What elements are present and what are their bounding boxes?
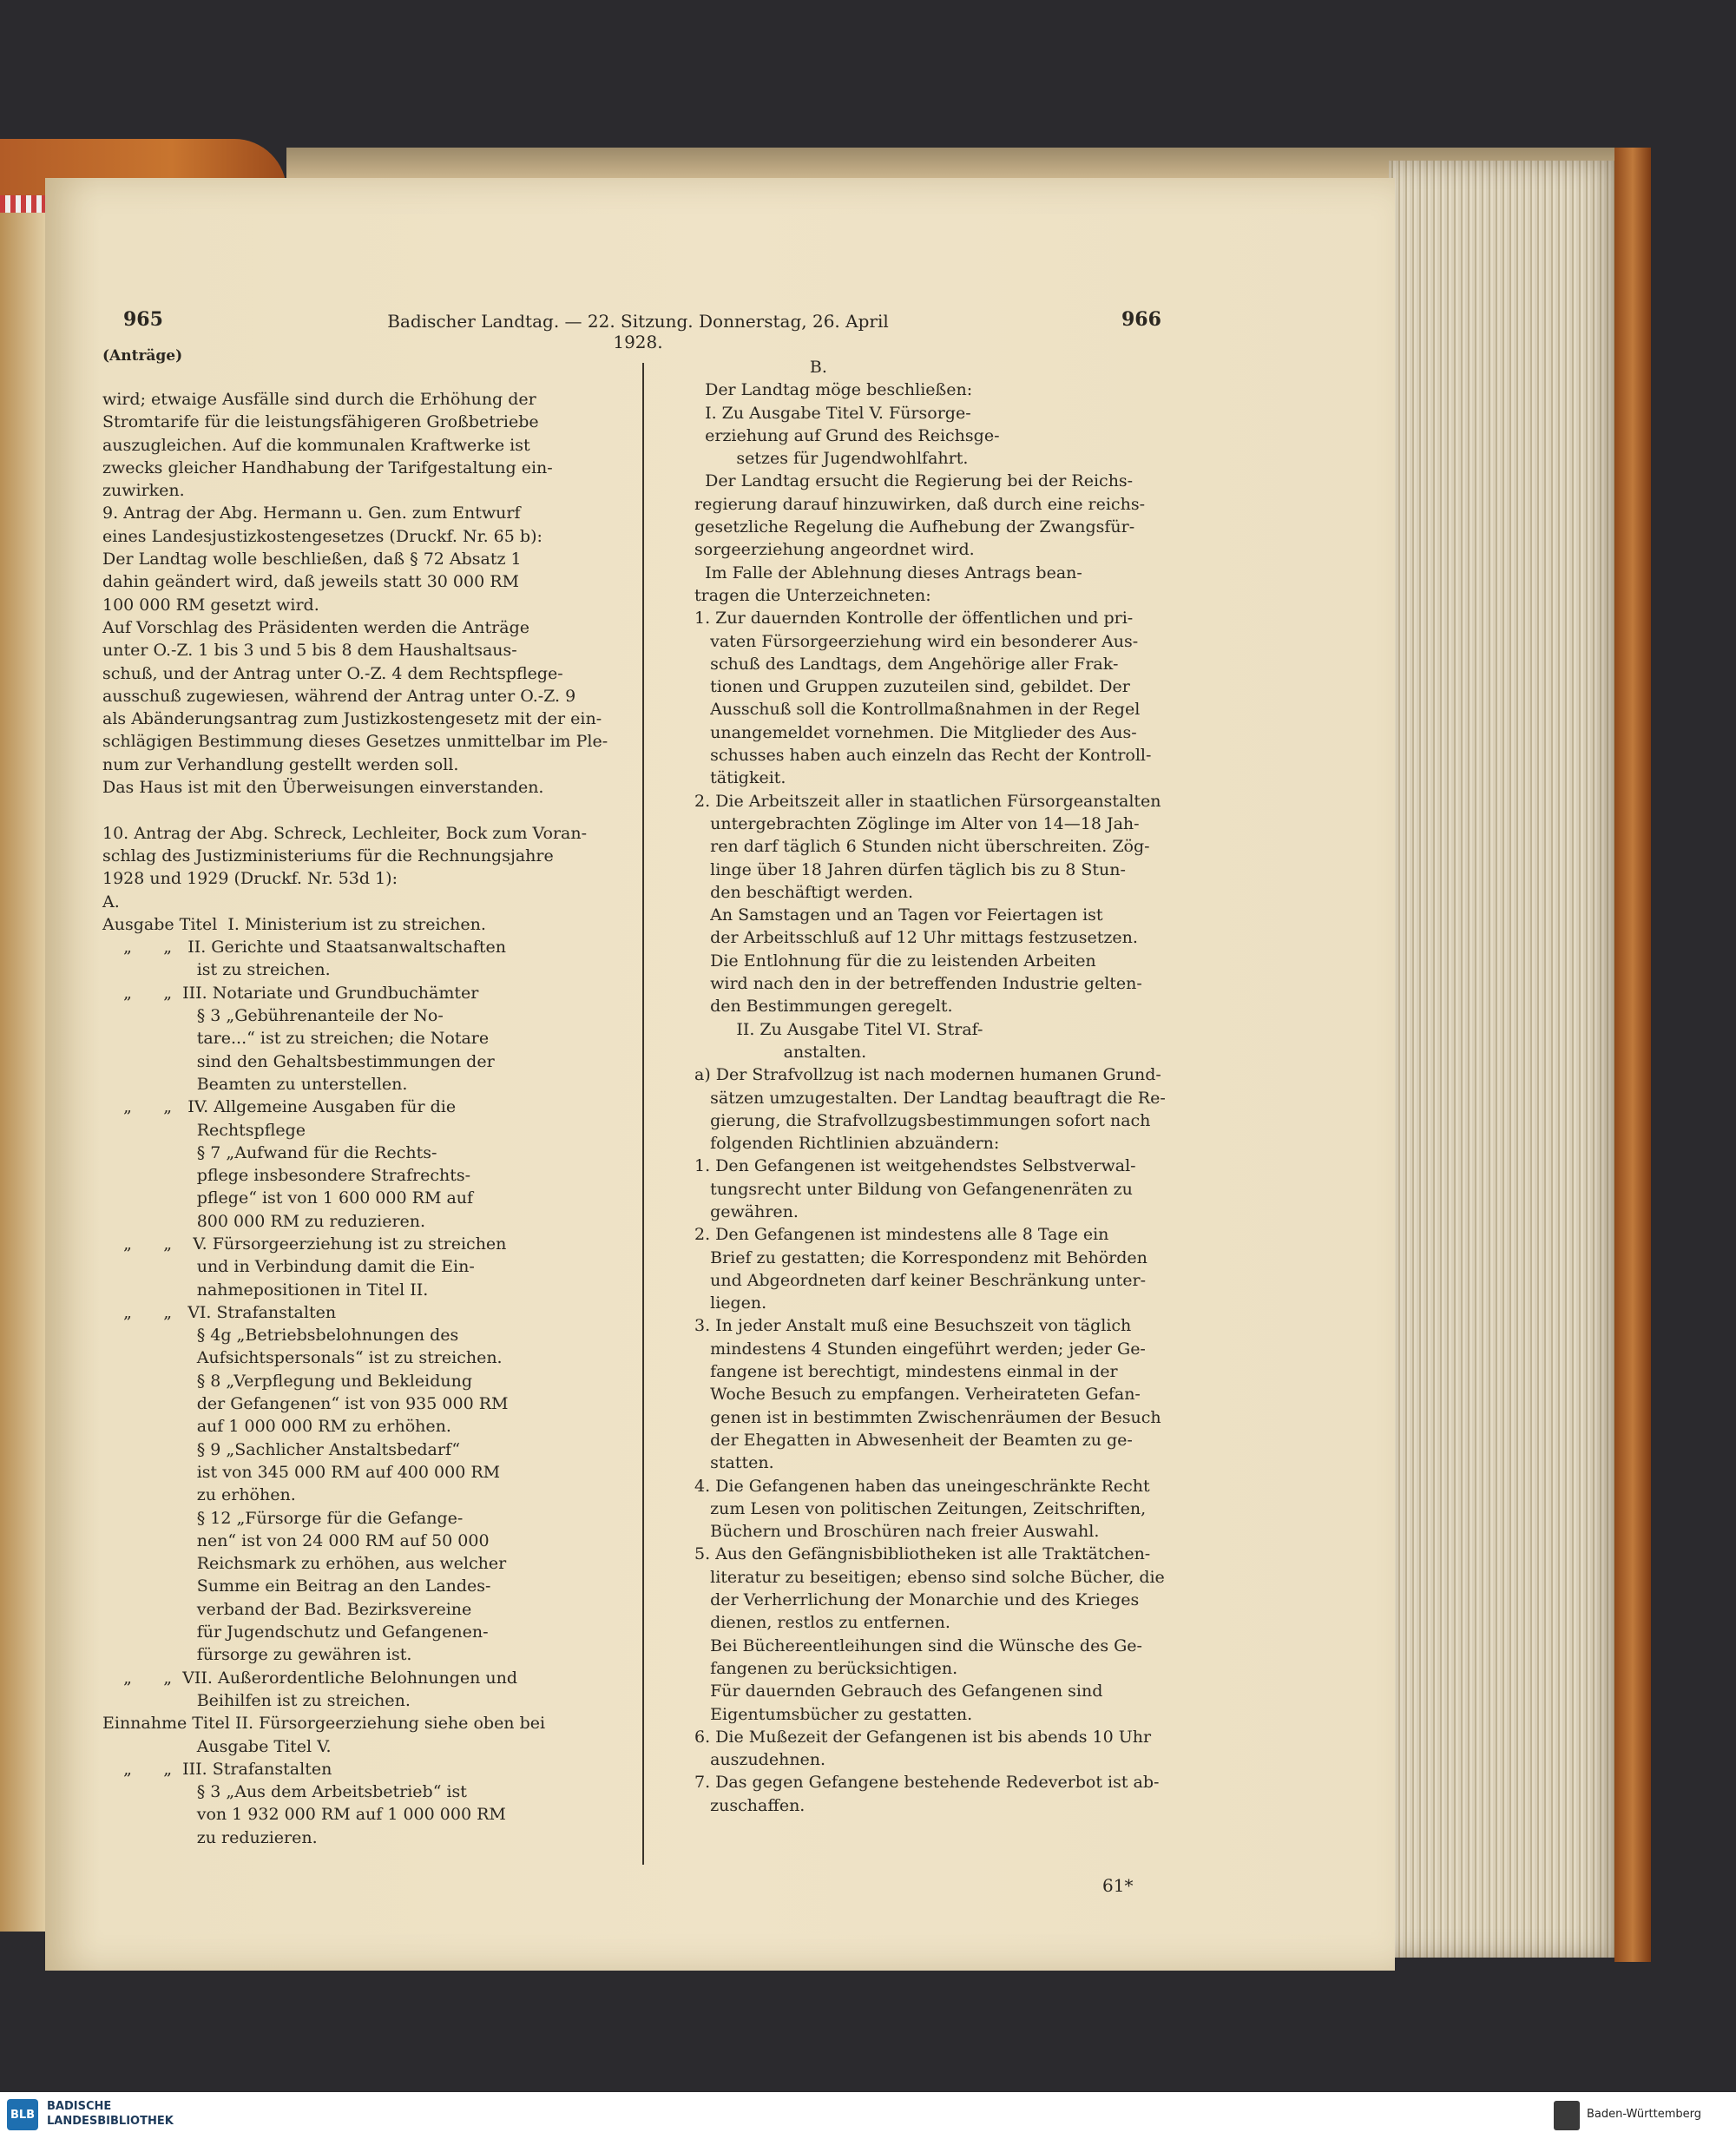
right-text-line: fangenen zu berücksichtigen. xyxy=(694,1658,958,1678)
left-text-line: für Jugendschutz und Gefangenen- xyxy=(102,1622,489,1642)
right-text-line: I. Zu Ausgabe Titel V. Fürsorge- xyxy=(694,403,971,423)
left-text-line: Reichsmark zu erhöhen, aus welcher xyxy=(102,1554,507,1574)
right-text-line: Für dauernden Gebrauch des Gefangenen sind xyxy=(694,1682,1103,1701)
left-text-line: num zur Verhandlung gestellt werden soll. xyxy=(102,754,459,774)
state-name[interactable]: Baden-Württemberg xyxy=(1587,2108,1701,2121)
right-text-line: Die Entlohnung für die zu leistenden Arbeiten xyxy=(694,951,1096,971)
left-text-line: schlag des Justizministeriums für die Rechnungsjahre xyxy=(102,846,554,865)
left-text-line: Beihilfen ist zu streichen. xyxy=(102,1690,411,1710)
right-text-line: Im Falle der Ablehnung dieses Antrags bean- xyxy=(694,563,1082,582)
left-text-line: 100 000 RM gesetzt wird. xyxy=(102,595,319,615)
viewer-footer xyxy=(0,2092,1736,2139)
left-text-line: § 4g „Betriebsbelohnungen des xyxy=(102,1326,459,1346)
right-text-line: Eigentumsbücher zu gestatten. xyxy=(694,1704,973,1724)
page-number-right: 966 xyxy=(1121,308,1161,331)
right-text-line: sätzen umzugestalten. Der Landtag beauftragt die Re- xyxy=(694,1088,1166,1108)
left-text-line: zwecks gleicher Handhabung der Tarifgestaltung ein- xyxy=(102,457,553,477)
left-text-line: 1928 und 1929 (Druckf. Nr. 53d 1): xyxy=(102,869,398,889)
right-text-line: sorgeerziehung angeordnet wird. xyxy=(694,540,975,560)
library-name[interactable] xyxy=(47,2099,174,2129)
left-text-line: Aufsichtspersonals“ ist zu streichen. xyxy=(102,1348,503,1368)
right-text-line: unangemeldet vornehmen. Die Mitglieder des Aus- xyxy=(694,722,1137,742)
left-text-line: „ „ II. Gerichte und Staatsanwaltschaften xyxy=(102,938,507,958)
right-text-line: 1. Zur dauernden Kontrolle der öffentlichen und pri- xyxy=(694,609,1134,629)
right-text-line: wird nach den in der betreffenden Industrie gelten- xyxy=(694,974,1142,994)
left-text-line: „ „ V. Fürsorgeerziehung ist zu streichen xyxy=(102,1234,507,1254)
left-text-line: zu reduzieren. xyxy=(102,1827,318,1847)
left-text-line: nen“ ist von 24 000 RM auf 50 000 xyxy=(102,1530,490,1550)
right-text-line: den Bestimmungen geregelt. xyxy=(694,997,953,1017)
right-text-line: 3. In jeder Anstalt muß eine Besuchszeit von täglich xyxy=(694,1316,1132,1336)
left-text-line: „ „ VII. Außerordentliche Belohnungen und xyxy=(102,1668,518,1688)
right-text-line: tätigkeit. xyxy=(694,768,786,788)
right-text-line: 6. Die Mußezeit der Gefangenen ist bis abends 10 Uhr xyxy=(694,1727,1152,1747)
right-text-line: tragen die Unterzeichneten: xyxy=(694,585,931,605)
left-text-line: ausschuß zugewiesen, während der Antrag unter O.-Z. 9 xyxy=(102,686,576,706)
right-text-line: folgenden Richtlinien abzuändern: xyxy=(694,1134,1000,1154)
right-text-line: a) Der Strafvollzug ist nach modernen humanen Grund- xyxy=(694,1065,1161,1085)
left-text-line: Beamten zu unterstellen. xyxy=(102,1074,408,1094)
left-text-line: und in Verbindung damit die Ein- xyxy=(102,1257,475,1277)
right-text-line: II. Zu Ausgabe Titel VI. Straf- xyxy=(694,1019,983,1039)
right-text-line: 5. Aus den Gefängnisbibliotheken ist alle Traktätchen- xyxy=(694,1544,1151,1564)
left-text-line: 800 000 RM zu reduzieren. xyxy=(102,1211,426,1231)
right-text-line: liegen. xyxy=(694,1293,767,1313)
left-text-line: ist von 345 000 RM auf 400 000 RM xyxy=(102,1462,501,1482)
right-text-line: ren darf täglich 6 Stunden nicht überschreiten. Zög- xyxy=(694,837,1150,857)
right-text-line: Ausschuß soll die Kontrollmaßnahmen in der Regel xyxy=(694,700,1141,720)
left-text-line: von 1 932 000 RM auf 1 000 000 RM xyxy=(102,1805,506,1825)
left-text-line: auf 1 000 000 RM zu erhöhen. xyxy=(102,1417,451,1437)
left-text-line: § 7 „Aufwand für die Rechts- xyxy=(102,1142,437,1162)
left-text-line: 10. Antrag der Abg. Schreck, Lechleiter, Bock zum Voran- xyxy=(102,823,588,843)
left-text-line: ist zu streichen. xyxy=(102,960,331,980)
right-text-line: fangene ist berechtigt, mindestens einmal in der xyxy=(694,1362,1118,1382)
left-text-line: verband der Bad. Bezirksvereine xyxy=(102,1599,472,1619)
left-text-line: zu erhöhen. xyxy=(102,1485,296,1505)
right-text-line: Woche Besuch zu empfangen. Verheirateten Gefan- xyxy=(694,1385,1141,1405)
left-text-line: Ausgabe Titel V. xyxy=(102,1736,332,1756)
right-text-line: erziehung auf Grund des Reichsge- xyxy=(694,425,1000,445)
left-text-line: auszugleichen. Auf die kommunalen Kraftwerke ist xyxy=(102,435,530,455)
left-text-line: nahmepositionen in Titel II. xyxy=(102,1280,429,1300)
right-text-line: der Arbeitsschluß auf 12 Uhr mittags festzusetzen. xyxy=(694,928,1138,948)
left-text-line: Summe ein Beitrag an den Landes- xyxy=(102,1576,491,1596)
right-text-line: schuß des Landtags, dem Angehörige aller Frak- xyxy=(694,654,1119,674)
left-text-line: „ „ VI. Strafanstalten xyxy=(102,1302,337,1322)
left-text-line: § 8 „Verpflegung und Bekleidung xyxy=(102,1371,472,1391)
right-text-line: der Ehegatten in Abwesenheit der Beamten zu ge- xyxy=(694,1430,1133,1450)
right-text-line: gewähren. xyxy=(694,1201,799,1221)
left-text-line: schlägigen Bestimmung dieses Gesetzes unmittelbar im Ple- xyxy=(102,732,608,752)
right-text-line: B. xyxy=(694,358,827,377)
left-text-line: tare...“ ist zu streichen; die Notare xyxy=(102,1029,490,1049)
right-text-line: auszudehnen. xyxy=(694,1750,826,1770)
left-text-column xyxy=(102,388,623,1849)
blb-logo-icon[interactable]: BLB xyxy=(7,2099,38,2130)
left-text-line: Stromtarife für die leistungsfähigeren Großbetriebe xyxy=(102,412,539,432)
right-text-column xyxy=(694,356,1189,1817)
left-text-line: „ „ III. Notariate und Grundbuchämter xyxy=(102,983,479,1003)
page-fore-edge xyxy=(1389,161,1619,1958)
right-text-line: gesetzliche Regelung die Aufhebung der Zwangsfür- xyxy=(694,517,1135,537)
right-text-line: dienen, restlos zu entfernen. xyxy=(694,1613,950,1633)
right-text-line: Büchern und Broschüren nach freier Auswahl. xyxy=(694,1522,1100,1542)
right-text-line: vaten Fürsorgeerziehung wird ein besonderer Aus- xyxy=(694,631,1139,651)
right-text-line: tionen und Gruppen zuzuteilen sind, gebildet. Der xyxy=(694,677,1130,697)
right-text-line: statten. xyxy=(694,1453,774,1473)
left-text-line: § 9 „Sachlicher Anstaltsbedarf“ xyxy=(102,1439,461,1459)
right-text-line: An Samstagen und an Tagen vor Feiertagen ist xyxy=(694,905,1103,925)
page-number-left: 965 xyxy=(123,308,163,331)
left-text-line: wird; etwaige Ausfälle sind durch die Erhöhung der xyxy=(102,390,536,409)
left-text-line: Einnahme Titel II. Fürsorgeerziehung siehe oben bei xyxy=(102,1714,546,1734)
running-header: Badischer Landtag. — 22. Sitzung. Donnerstag, 26. April 1928. xyxy=(387,311,889,352)
left-text-line: § 12 „Fürsorge für die Gefange- xyxy=(102,1508,464,1528)
right-text-line: linge über 18 Jahren dürfen täglich bis zu 8 Stun- xyxy=(694,859,1126,879)
left-text-line: fürsorge zu gewähren ist. xyxy=(102,1645,412,1665)
right-text-line: untergebrachten Zöglinge im Alter von 14—18 Jah- xyxy=(694,813,1140,833)
left-text-line: eines Landesjustizkostengesetzes (Druckf. Nr. 65 b): xyxy=(102,526,542,546)
right-text-line: anstalten. xyxy=(694,1042,867,1062)
right-text-line: literatur zu beseitigen; ebenso sind solche Bücher, die xyxy=(694,1567,1165,1587)
left-text-line: 9. Antrag der Abg. Hermann u. Gen. zum Entwurf xyxy=(102,503,521,523)
left-text-line: Ausgabe Titel I. Ministerium ist zu streichen. xyxy=(102,914,486,934)
column-divider xyxy=(642,363,644,1865)
margin-tag: (Anträge) xyxy=(102,347,183,365)
right-text-line: 4. Die Gefangenen haben das uneingeschränkte Recht xyxy=(694,1476,1150,1496)
right-text-line: Bei Büchereentleihungen sind die Wünsche des Ge- xyxy=(694,1636,1142,1655)
right-text-line: setzes für Jugendwohlfahrt. xyxy=(694,449,969,469)
left-text-line: Auf Vorschlag des Präsidenten werden die Anträge xyxy=(102,617,529,637)
left-text-line: schuß, und der Antrag unter O.-Z. 4 dem Rechtspflege- xyxy=(102,663,563,683)
library-name-line2: LANDESBIBLIOTHEK xyxy=(47,2115,174,2128)
library-name-line1: BADISCHE xyxy=(47,2100,112,2113)
state-crest-icon xyxy=(1554,2101,1580,2130)
left-page-edge xyxy=(0,213,52,1932)
left-text-line: Rechtspflege xyxy=(102,1120,306,1140)
sheet-signature: 61* xyxy=(1102,1875,1134,1896)
left-text-line: „ „ III. Strafanstalten xyxy=(102,1759,332,1779)
right-text-line: 7. Das gegen Gefangene bestehende Redeverbot ist ab- xyxy=(694,1773,1160,1793)
left-text-line: pflege insbesondere Strafrechts- xyxy=(102,1166,471,1186)
right-text-line: genen ist in bestimmten Zwischenräumen der Besuch xyxy=(694,1407,1161,1427)
right-text-line: 2. Den Gefangenen ist mindestens alle 8 Tage ein xyxy=(694,1225,1109,1245)
right-text-line: mindestens 4 Stunden eingeführt werden; jeder Ge- xyxy=(694,1339,1146,1359)
left-text-line: der Gefangenen“ ist von 935 000 RM xyxy=(102,1394,509,1414)
right-text-line: tungsrecht unter Bildung von Gefangenenräten zu xyxy=(694,1179,1133,1199)
left-text-line: A. xyxy=(102,892,120,912)
left-text-line: dahin geändert wird, daß jeweils statt 30 000 RM xyxy=(102,572,519,592)
right-text-line: 2. Die Arbeitszeit aller in staatlichen Fürsorgeanstalten xyxy=(694,791,1161,811)
left-text-line xyxy=(102,799,623,821)
left-text-line: als Abänderungsantrag zum Justizkostengesetz mit der ein- xyxy=(102,709,602,729)
left-text-line: § 3 „Aus dem Arbeitsbetrieb“ ist xyxy=(102,1782,467,1802)
left-text-line: § 3 „Gebührenanteile der No- xyxy=(102,1006,444,1026)
right-text-line: Der Landtag möge beschließen: xyxy=(694,380,973,400)
left-text-line: „ „ IV. Allgemeine Ausgaben für die xyxy=(102,1097,457,1117)
right-text-line: Der Landtag ersucht die Regierung bei der Reichs- xyxy=(694,471,1134,491)
right-text-line: Brief zu gestatten; die Korrespondenz mit Behörden xyxy=(694,1247,1147,1267)
right-text-line: gierung, die Strafvollzugsbestimmungen sofort nach xyxy=(694,1110,1151,1130)
right-text-line: regierung darauf hinzuwirken, daß durch eine reichs- xyxy=(694,494,1145,514)
left-text-line: pflege“ ist von 1 600 000 RM auf xyxy=(102,1188,474,1208)
left-text-line: Das Haus ist mit den Überweisungen einverstanden. xyxy=(102,778,544,798)
right-text-line: 1. Den Gefangenen ist weitgehendstes Selbstverwal- xyxy=(694,1156,1136,1176)
left-text-line: zuwirken. xyxy=(102,481,185,501)
right-text-line: den beschäftigt werden. xyxy=(694,882,914,902)
right-text-line: zuschaffen. xyxy=(694,1795,806,1815)
right-text-line: zum Lesen von politischen Zeitungen, Zeitschriften, xyxy=(694,1498,1147,1518)
left-text-line: Der Landtag wolle beschließen, daß § 72 Absatz 1 xyxy=(102,550,522,569)
right-text-line: und Abgeordneten darf keiner Beschränkung unter- xyxy=(694,1270,1147,1290)
left-text-line: unter O.-Z. 1 bis 3 und 5 bis 8 dem Haushaltsaus- xyxy=(102,641,517,661)
left-text-line: sind den Gehaltsbestimmungen der xyxy=(102,1051,495,1071)
right-text-line: schusses haben auch einzeln das Recht der Kontroll- xyxy=(694,746,1152,766)
book-cover-right xyxy=(1614,148,1651,1962)
right-text-line: der Verherrlichung der Monarchie und des Krieges xyxy=(694,1590,1140,1610)
